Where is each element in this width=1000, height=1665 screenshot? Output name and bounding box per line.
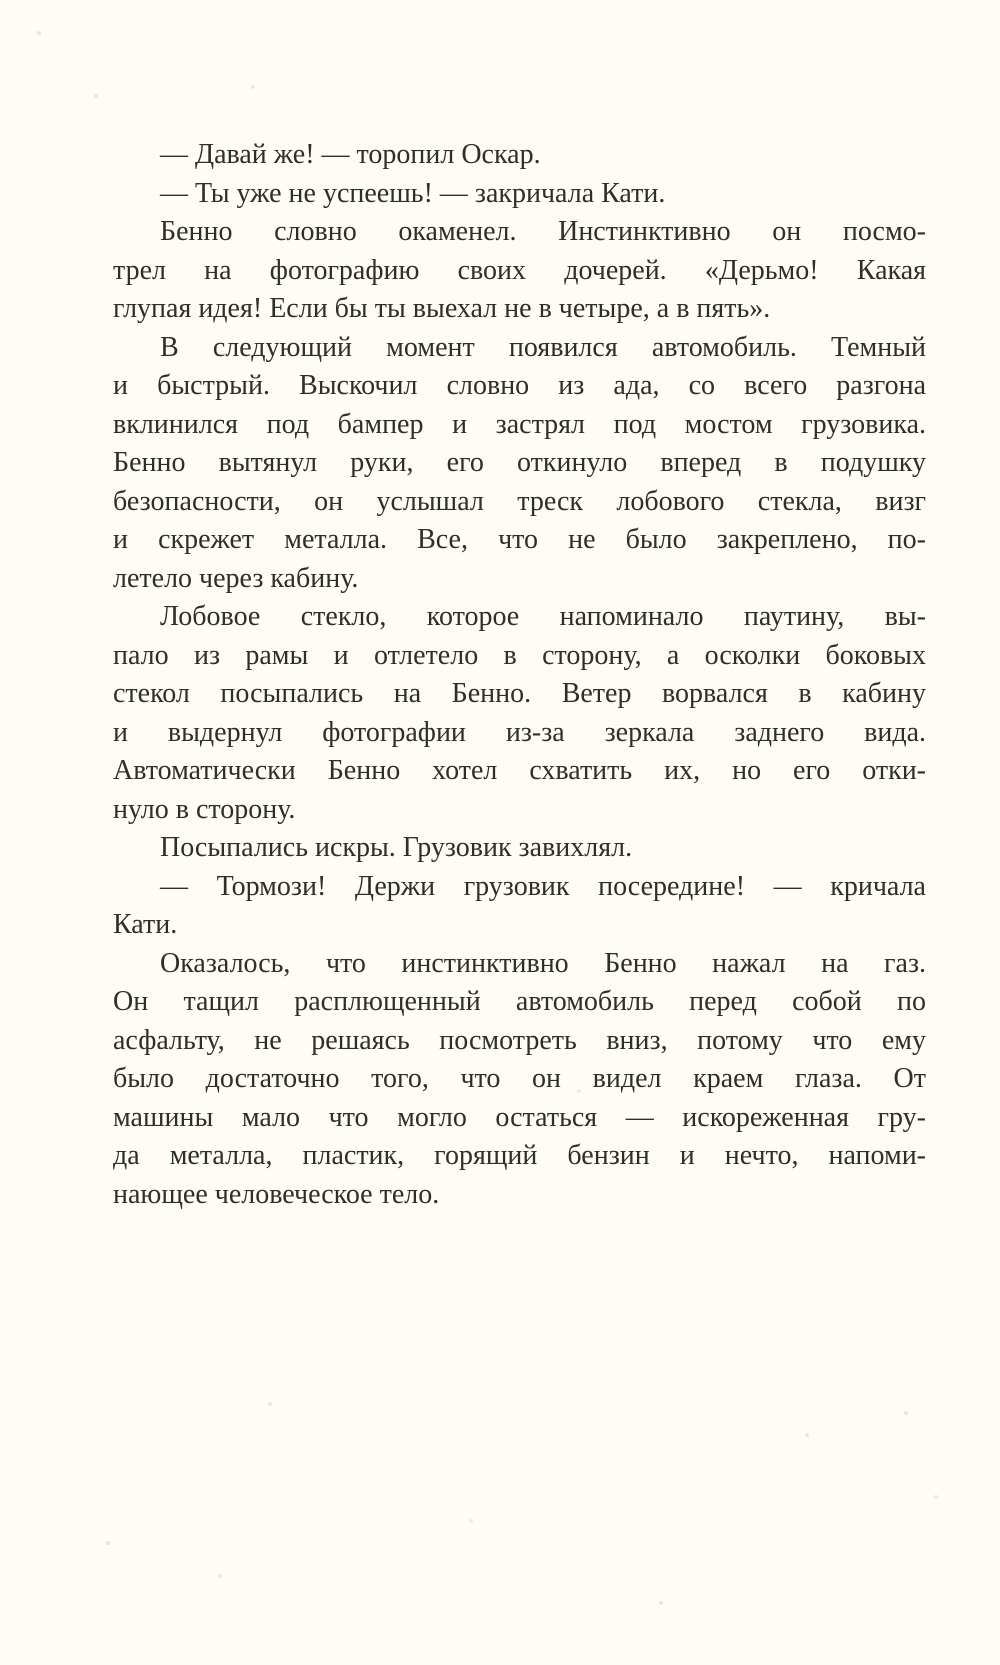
- text-line: трел на фотографию своих дочерей. «Дерьмо! Какая: [113, 254, 926, 286]
- text-line: было достаточно того, что он видел краем глаза. От: [113, 1063, 926, 1094]
- text-line: машины мало что могло остаться — искореженная гру-: [113, 1101, 926, 1133]
- paragraph: [113, 829, 926, 868]
- text-line: Он тащил расплющенный автомобиль перед собой по: [113, 986, 926, 1017]
- paper-texture: [0, 0, 2, 2]
- page-text: [113, 136, 926, 1214]
- text-line: безопасности, он услышал треск лобового стекла, визг: [113, 485, 926, 517]
- text-line: Лобовое стекло, которое напоминало паутину, вы-: [160, 601, 926, 632]
- paragraph: [113, 945, 926, 1215]
- text-line: и скрежет металла. Все, что не было закреплено, по-: [113, 524, 926, 555]
- paragraph: [113, 598, 926, 829]
- text-line: В следующий момент появился автомобиль. Темный: [160, 331, 926, 363]
- paragraph: [113, 175, 926, 214]
- text-line: Автоматически Бенно хотел схватить их, но его отки-: [113, 755, 926, 786]
- text-line: да металла, пластик, горящий бензин и нечто, напоми-: [113, 1140, 926, 1171]
- text-line: стекол посыпались на Бенно. Ветер ворвался в кабину: [113, 678, 926, 709]
- text-line: — Ты уже не успеешь! — закричала Кати.: [160, 177, 666, 209]
- text-line: — Тормози! Держи грузовик посередине! — кричала: [160, 870, 926, 902]
- text-line: глупая идея! Если бы ты выехал не в четыре, а в пять».: [113, 293, 771, 324]
- text-line: вклинился под бампер и застрял под мостом грузовика.: [113, 408, 926, 440]
- text-line: и выдернул фотографии из-за зеркала заднего вида.: [113, 716, 926, 748]
- text-line: нающее человеческое тело.: [113, 1178, 440, 1210]
- paragraph: [113, 213, 926, 329]
- paragraph: [113, 136, 926, 175]
- paragraph: [113, 329, 926, 599]
- text-line: Кати.: [113, 909, 178, 940]
- text-line: — Давай же! — торопил Оскар.: [160, 139, 541, 170]
- text-line: Бенно вытянул руки, его откинуло вперед в подушку: [113, 447, 926, 478]
- text-line: нуло в сторону.: [113, 793, 296, 825]
- text-line: пало из рамы и отлетело в сторону, а осколки боковых: [113, 639, 926, 671]
- paragraph: [113, 868, 926, 945]
- text-line: и быстрый. Выскочил словно из ада, со всего разгона: [113, 370, 926, 401]
- text-line: Оказалось, что инстинктивно Бенно нажал на газ.: [160, 947, 926, 979]
- text-line: асфальту, не решаясь посмотреть вниз, потому что ему: [113, 1024, 926, 1056]
- text-line: Бенно словно окаменел. Инстинктивно он посмо-: [160, 216, 926, 247]
- text-line: Посыпались искры. Грузовик завихлял.: [160, 832, 633, 863]
- text-line: летело через кабину.: [113, 562, 359, 594]
